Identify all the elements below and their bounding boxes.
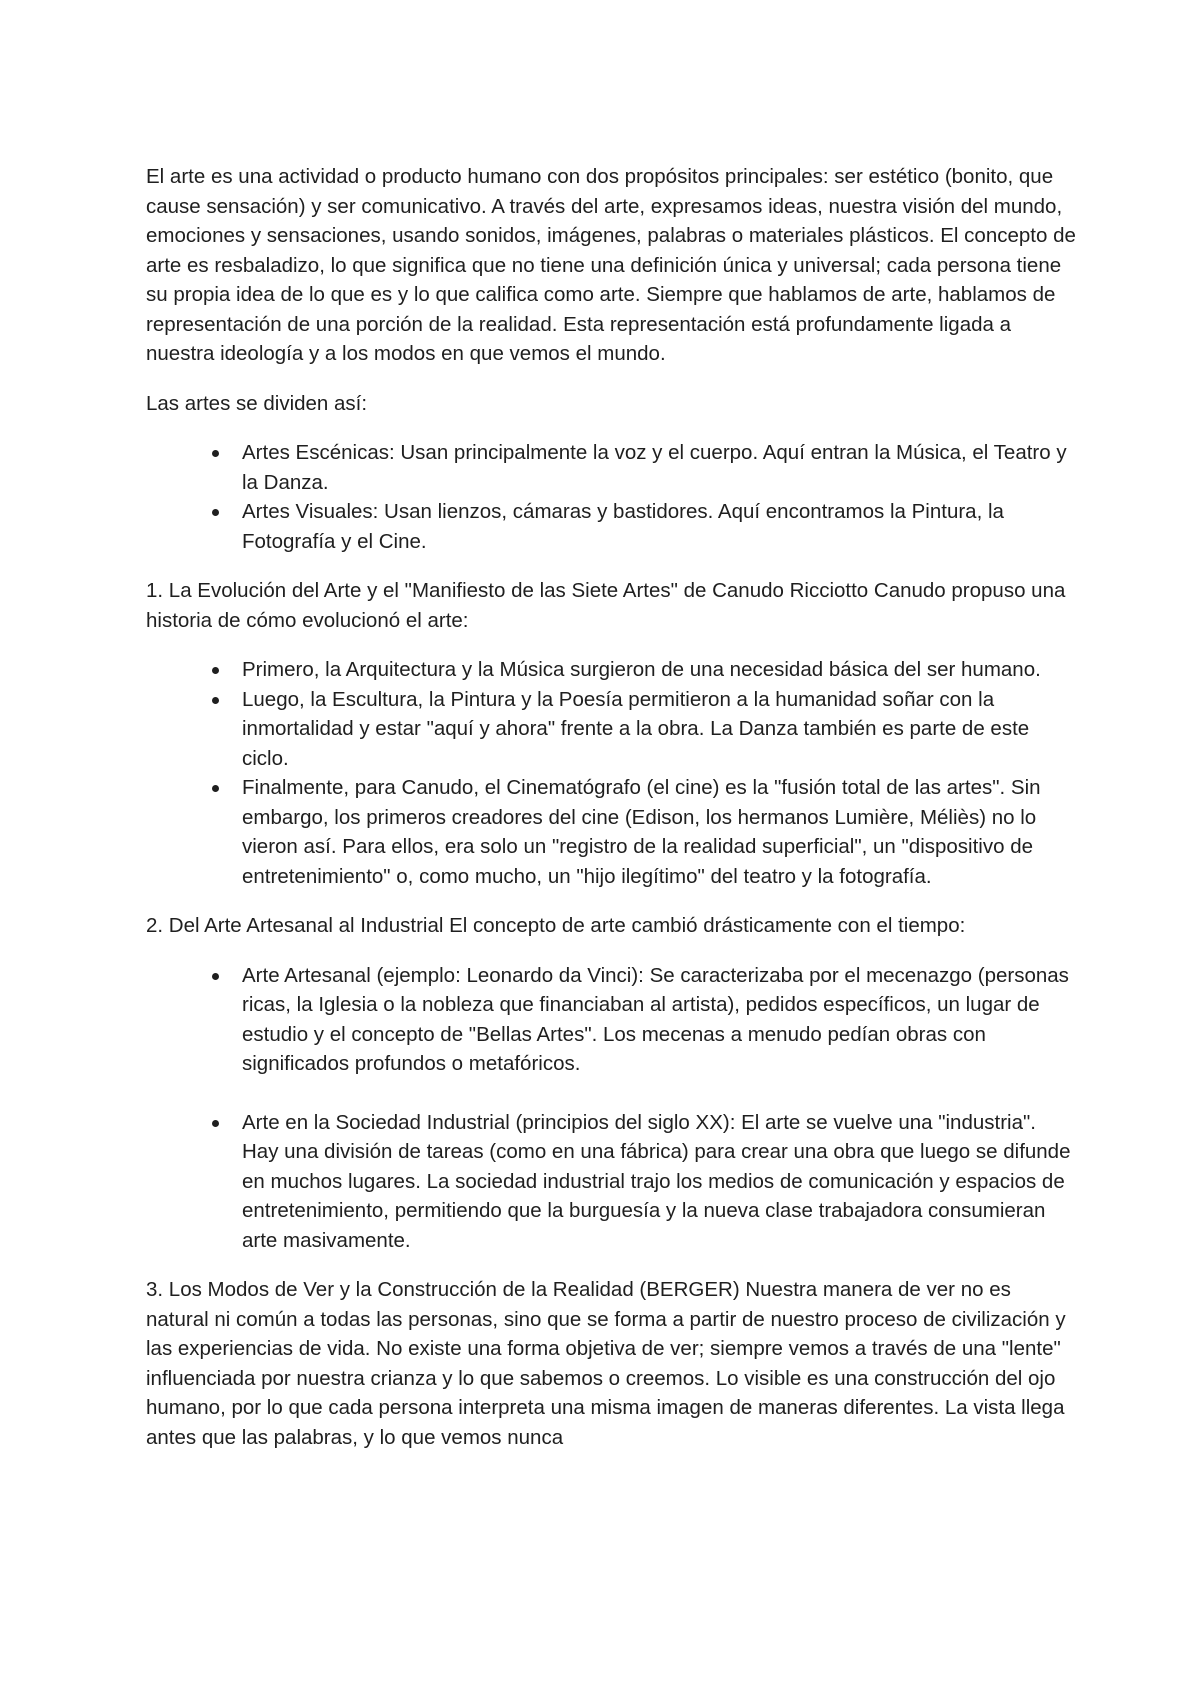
section3-paragraph: 3. Los Modos de Ver y la Construcción de la Realidad (BERGER) Nuestra manera de ver no es natural ni común a todas las personas, sino que se forma a partir de nuestro proceso de civilización y las experiencias de vida. No existe una forma objetiva de ver; siempre vemos a través de una "lente" influenciada por nuestra crianza y lo que sabemos o creemos. Lo visible es una construcción del ojo humano, por lo que cada persona interpreta una misma imagen de maneras diferentes. La vista llega antes que las palabras, y lo que vemos nunca	[146, 1278, 1066, 1449]
list-item-text: Arte Artesanal (ejemplo: Leonardo da Vinci): Se caracterizaba por el mecenazgo (personas ricas, la Iglesia o la nobleza que financiaban al artista), pedidos específicos, un lugar de estudio y el concepto de "Bellas Artes". Los mecenas a menudo pedían obras con significados profundos o metafóricos.	[242, 963, 1069, 1075]
list-item-text: Arte en la Sociedad Industrial (principios del siglo XX): El arte se vuelve una "industria". Hay una división de tareas (como en una fábrica) para crear una obra que luego se difunde en muchos lugares. La sociedad industrial trajo los medios de comunicación y espacios de entretenimiento, permitiendo que la burguesía y la nueva clase trabajadora consumieran arte masivamente.	[242, 1110, 1071, 1252]
list-item	[146, 961, 1076, 1079]
divisions-list	[146, 438, 1076, 556]
list-item	[146, 773, 1076, 891]
list-item-text: Primero, la Arquitectura y la Música surgieron de una necesidad básica del ser humano.	[242, 658, 1041, 681]
list-item-text: Artes Escénicas: Usan principalmente la voz y el cuerpo. Aquí entran la Música, el Teatro y la Danza.	[242, 441, 1067, 494]
list-item	[146, 1108, 1076, 1256]
bullet-icon	[212, 785, 219, 792]
bullet-icon	[212, 509, 219, 516]
list-item	[146, 685, 1076, 774]
intro-paragraph: El arte es una actividad o producto humano con dos propósitos principales: ser estético (bonito, que cause sensación) y ser comunicativo. A través del arte, expresamos ideas, nuestra visión del mundo, emociones y sensaciones, usando sonidos, imágenes, palabras o materiales plásticos. El concepto de arte es resbaladizo, lo que significa que no tiene una definición única y universal; cada persona tiene su propia idea de lo que es y lo que califica como arte. Siempre que hablamos de arte, hablamos de representación de una porción de la realidad. Esta representación está profundamente ligada a nuestra ideología y a los modos en que vemos el mundo.	[146, 165, 1076, 365]
list-item-text: Luego, la Escultura, la Pintura y la Poesía permitieron a la humanidad soñar con la inmortalidad y estar "aquí y ahora" frente a la obra. La Danza también es parte de este ciclo.	[242, 687, 1030, 770]
section1-list	[146, 655, 1076, 891]
document-page	[146, 162, 1076, 1472]
bullet-icon	[212, 1120, 219, 1127]
bullet-icon	[212, 450, 219, 457]
section2-list	[146, 961, 1076, 1256]
bullet-icon	[212, 973, 219, 980]
section1-heading: 1. La Evolución del Arte y el "Manifiesto de las Siete Artes" de Canudo Ricciotto Canudo propuso una historia de cómo evolucionó el arte:	[146, 579, 1066, 632]
list-item-text: Finalmente, para Canudo, el Cinematógrafo (el cine) es la "fusión total de las artes". Sin embargo, los primeros creadores del cine (Edison, los hermanos Lumière, Méliès) no lo vieron así. Para ellos, era solo un "registro de la realidad superficial", un "dispositivo de entretenimiento" o, como mucho, un "hijo ilegítimo" del teatro y la fotografía.	[242, 776, 1041, 888]
list-item	[146, 438, 1076, 497]
list-item	[146, 497, 1076, 556]
list-item-text: Artes Visuales: Usan lienzos, cámaras y bastidores. Aquí encontramos la Pintura, la Fotografía y el Cine.	[242, 500, 1004, 553]
list-item	[146, 655, 1076, 685]
section2-heading: 2. Del Arte Artesanal al Industrial El concepto de arte cambió drásticamente con el tiempo:	[146, 914, 966, 937]
divisions-heading: Las artes se dividen así:	[146, 391, 368, 415]
bullet-icon	[212, 697, 219, 704]
bullet-icon	[212, 667, 219, 674]
